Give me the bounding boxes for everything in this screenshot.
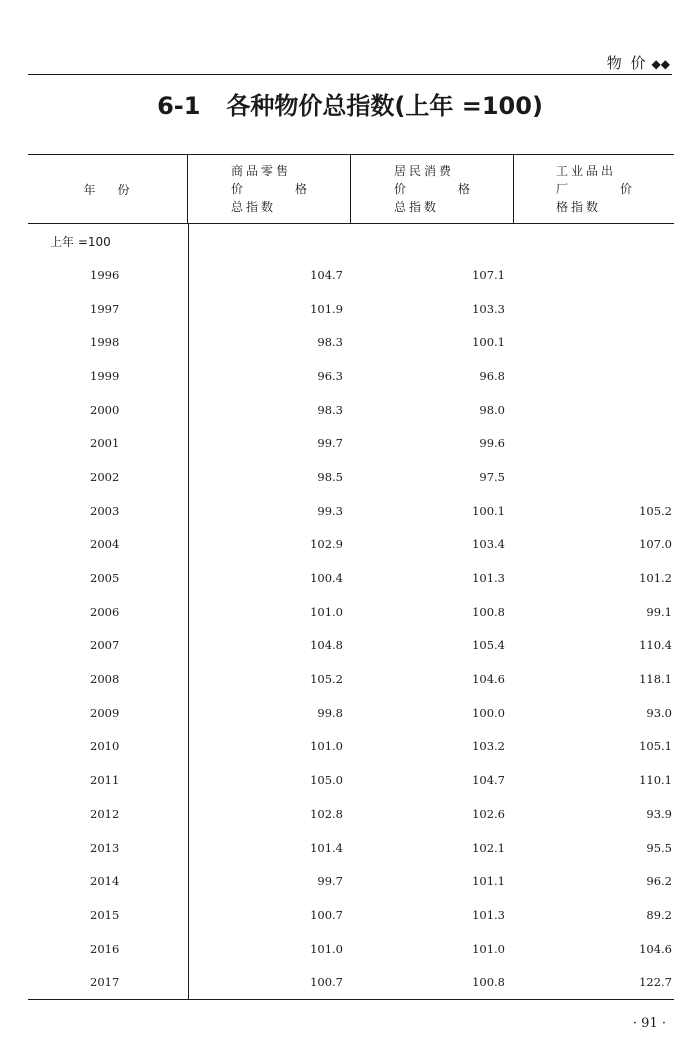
year-cell: 2009	[90, 705, 120, 720]
table-rows	[28, 224, 674, 999]
column-header-fragment: 厂	[556, 182, 569, 196]
table-row	[28, 561, 674, 595]
consumer-index-cell: 100.1	[472, 335, 505, 350]
producer-index-cell: 93.9	[646, 806, 672, 821]
consumer-index-cell: 103.4	[472, 537, 505, 552]
retail-index-cell: 104.7	[310, 267, 343, 282]
table-row	[28, 831, 674, 865]
retail-index-cell: 99.7	[317, 874, 343, 889]
year-cell: 2001	[90, 436, 120, 451]
retail-index-cell: 96.3	[317, 368, 343, 383]
year-cell: 2007	[90, 638, 120, 653]
retail-index-cell: 99.3	[317, 503, 343, 518]
year-cell: 1999	[90, 368, 120, 383]
column-header-fragment: 价	[231, 182, 244, 196]
table-row	[28, 258, 674, 292]
year-column-divider	[188, 224, 189, 999]
diamond-icon: ◆◆	[651, 57, 670, 71]
table-row	[28, 864, 674, 898]
price-index-table	[28, 154, 674, 1000]
year-column-header: 年份	[83, 182, 152, 197]
year-cell: 2004	[90, 537, 120, 552]
consumer-index-cell: 100.8	[472, 975, 505, 990]
retail-index-cell: 105.2	[310, 672, 343, 687]
column-header-line	[231, 180, 307, 198]
column-header-line: 商品零售	[231, 164, 292, 178]
retail-index-cell: 101.0	[310, 941, 343, 956]
consumer-index-cell: 103.2	[472, 739, 505, 754]
column-header	[187, 155, 350, 223]
consumer-index-cell: 96.8	[479, 368, 505, 383]
table-row	[28, 662, 674, 696]
table-row	[28, 965, 674, 999]
table-bottom-rule	[28, 999, 674, 1000]
retail-index-cell: 99.7	[317, 436, 343, 451]
column-header-line: 总指数	[231, 200, 277, 214]
year-cell: 2006	[90, 604, 120, 619]
column-header-line: 工业品出	[556, 164, 617, 178]
year-cell: 2005	[90, 571, 120, 586]
producer-index-cell: 122.7	[639, 975, 672, 990]
consumer-index-cell: 101.3	[472, 571, 505, 586]
producer-index-cell: 101.2	[639, 571, 672, 586]
year-cell: 1997	[90, 301, 120, 316]
producer-index-cell: 99.1	[646, 604, 672, 619]
consumer-index-cell: 104.6	[472, 672, 505, 687]
consumer-index-cell: 104.7	[472, 773, 505, 788]
year-cell: 2008	[90, 672, 120, 687]
table-title	[0, 86, 700, 121]
producer-index-cell: 110.1	[639, 773, 672, 788]
consumer-index-cell: 100.0	[472, 705, 505, 720]
table-row	[28, 629, 674, 663]
retail-index-cell: 99.8	[317, 705, 343, 720]
running-head-text: 物 价	[606, 54, 648, 72]
table-row	[28, 292, 674, 326]
column-header-line: 格指数	[556, 200, 602, 214]
table-row	[28, 494, 674, 528]
consumer-index-cell: 100.1	[472, 503, 505, 518]
consumer-index-cell: 102.1	[472, 840, 505, 855]
producer-index-cell: 93.0	[646, 705, 672, 720]
retail-index-cell: 100.4	[310, 571, 343, 586]
year-cell: 2014	[90, 874, 120, 889]
retail-index-cell: 101.4	[310, 840, 343, 855]
table-row	[28, 696, 674, 730]
year-cell: 2011	[90, 773, 120, 788]
producer-index-cell: 110.4	[639, 638, 672, 653]
column-header	[350, 155, 513, 223]
producer-index-cell: 105.2	[639, 503, 672, 518]
column-header-fragment: 价	[619, 182, 632, 196]
retail-index-cell: 101.9	[310, 301, 343, 316]
consumer-index-cell: 101.3	[472, 907, 505, 922]
table-row	[28, 797, 674, 831]
producer-index-cell: 96.2	[646, 874, 672, 889]
retail-index-cell: 98.3	[317, 402, 343, 417]
column-header-fragment: 价	[394, 182, 407, 196]
consumer-index-cell: 107.1	[472, 267, 505, 282]
year-cell: 1998	[90, 335, 120, 350]
column-header-line	[394, 180, 470, 198]
year-cell: 2016	[90, 941, 120, 956]
year-cell: 2003	[90, 503, 120, 518]
table-body	[28, 224, 674, 999]
year-cell: 1996	[90, 267, 120, 282]
year-cell: 2013	[90, 840, 120, 855]
consumer-index-cell: 99.6	[479, 436, 505, 451]
producer-index-cell: 89.2	[646, 907, 672, 922]
table-row	[28, 359, 674, 393]
table-header-row	[28, 155, 674, 224]
retail-index-cell: 102.8	[310, 806, 343, 821]
consumer-index-cell: 101.0	[472, 941, 505, 956]
table-row	[28, 898, 674, 932]
table-title-text: 各种物价总指数(上年 =100)	[226, 92, 543, 120]
year-cell: 2012	[90, 806, 120, 821]
retail-index-cell: 102.9	[310, 537, 343, 552]
producer-index-cell: 104.6	[639, 941, 672, 956]
table-row	[28, 325, 674, 359]
year-cell: 2017	[90, 975, 120, 990]
retail-index-cell: 101.0	[310, 739, 343, 754]
table-row	[28, 528, 674, 562]
producer-index-cell: 118.1	[639, 672, 672, 687]
column-header-line	[556, 180, 632, 198]
page-number: · 91 ·	[632, 1016, 666, 1031]
column-header-line: 总指数	[394, 200, 440, 214]
table-row	[28, 426, 674, 460]
column-header-fragment: 格	[294, 182, 307, 196]
retail-index-cell: 105.0	[310, 773, 343, 788]
table-row	[28, 460, 674, 494]
table-row	[28, 595, 674, 629]
column-header-line: 居民消费	[394, 164, 455, 178]
producer-index-cell: 107.0	[639, 537, 672, 552]
year-cell: 2015	[90, 907, 120, 922]
year-cell: 2000	[90, 402, 120, 417]
table-row	[28, 932, 674, 966]
consumer-index-cell: 100.8	[472, 604, 505, 619]
retail-index-cell: 100.7	[310, 907, 343, 922]
table-row	[28, 763, 674, 797]
retail-index-cell: 101.0	[310, 604, 343, 619]
column-header	[513, 155, 674, 223]
consumer-index-cell: 103.3	[472, 301, 505, 316]
consumer-index-cell: 102.6	[472, 806, 505, 821]
running-head	[607, 52, 670, 73]
header-rule	[28, 74, 672, 75]
producer-index-cell: 95.5	[646, 840, 672, 855]
year-cell: 2010	[90, 739, 120, 754]
consumer-index-cell: 101.1	[472, 874, 505, 889]
column-header-fragment: 格	[457, 182, 470, 196]
retail-index-cell: 98.3	[317, 335, 343, 350]
table-row	[28, 393, 674, 427]
retail-index-cell: 100.7	[310, 975, 343, 990]
table-number: 6-1	[157, 92, 201, 120]
table-row	[28, 730, 674, 764]
consumer-index-cell: 98.0	[479, 402, 505, 417]
retail-index-cell: 98.5	[317, 469, 343, 484]
retail-index-cell: 104.8	[310, 638, 343, 653]
unit-label: 上年 =100	[50, 234, 111, 249]
year-cell: 2002	[90, 469, 120, 484]
consumer-index-cell: 97.5	[479, 469, 505, 484]
consumer-index-cell: 105.4	[472, 638, 505, 653]
producer-index-cell: 105.1	[639, 739, 672, 754]
